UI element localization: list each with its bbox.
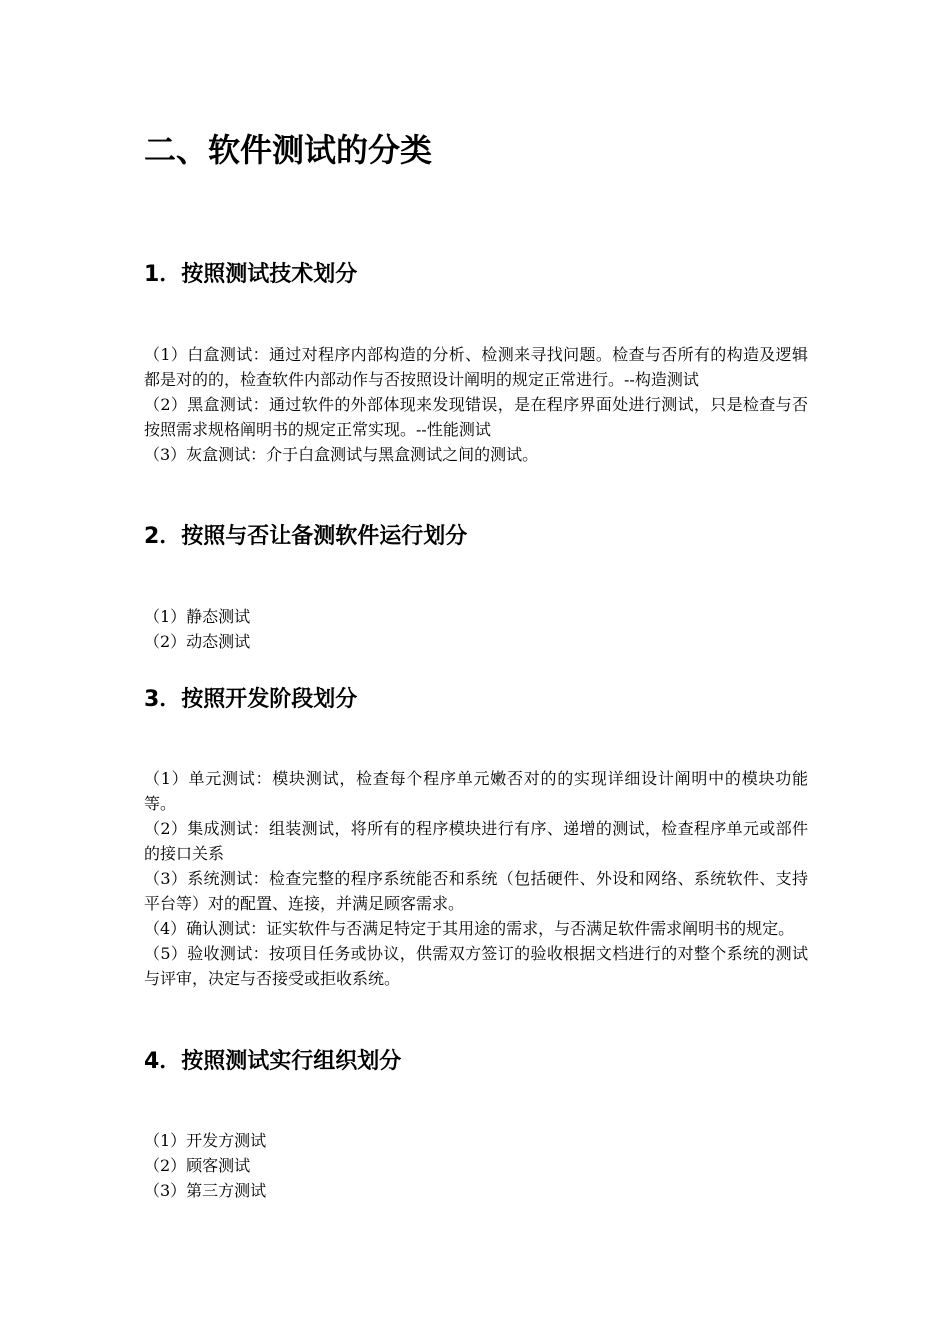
section-body-3: [144, 766, 808, 991]
paragraph: （2）顾客测试: [144, 1156, 251, 1175]
section-heading-2: 2．按照与否让备测软件运行划分: [144, 524, 468, 549]
page-title: 二、软件测试的分类: [144, 131, 433, 169]
paragraph: （1）开发方测试: [144, 1131, 267, 1150]
paragraph: （3）第三方测试: [144, 1181, 267, 1200]
section-body-1: [144, 342, 808, 467]
section-heading-3: 3．按照开发阶段划分: [144, 687, 358, 712]
paragraph: （3）灰盒测试：介于白盒测试与黑盒测试之间的测试。: [144, 445, 539, 464]
paragraph: （4）确认测试：证实软件与否满足特定于其用途的需求，与否满足软件需求阐明书的规定。: [144, 919, 795, 938]
section-heading-1: 1．按照测试技术划分: [144, 262, 358, 287]
paragraph: （2）动态测试: [144, 632, 251, 651]
section-heading-4: 4．按照测试实行组织划分: [144, 1049, 402, 1074]
paragraph: （2）黑盒测试：通过软件的外部体现来发现错误，是在程序界面处进行测试，只是检查与否按照需求规格阐明书的规定正常实现。--性能测试: [144, 395, 808, 439]
paragraph: （2）集成测试：组装测试，将所有的程序模块进行有序、递增的测试，检查程序单元或部件的接口关系: [144, 819, 808, 863]
section-body-2: [144, 604, 808, 654]
paragraph: （1）单元测试：模块测试，检查每个程序单元嫩否对的的实现详细设计阐明中的模块功能等。: [144, 769, 808, 813]
section-body-4: [144, 1128, 808, 1203]
paragraph: （3）系统测试：检查完整的程序系统能否和系统（包括硬件、外设和网络、系统软件、支持平台等）对的配置、连接，并满足顾客需求。: [144, 869, 808, 913]
paragraph: （1）白盒测试：通过对程序内部构造的分析、检测来寻找问题。检查与否所有的构造及逻辑都是对的的，检查软件内部动作与否按照设计阐明的规定正常进行。--构造测试: [144, 345, 808, 389]
paragraph: （1）静态测试: [144, 607, 251, 626]
paragraph: （5）验收测试：按项目任务或协议，供需双方签订的验收根据文档进行的对整个系统的测试与评审，决定与否接受或拒收系统。: [144, 944, 808, 988]
